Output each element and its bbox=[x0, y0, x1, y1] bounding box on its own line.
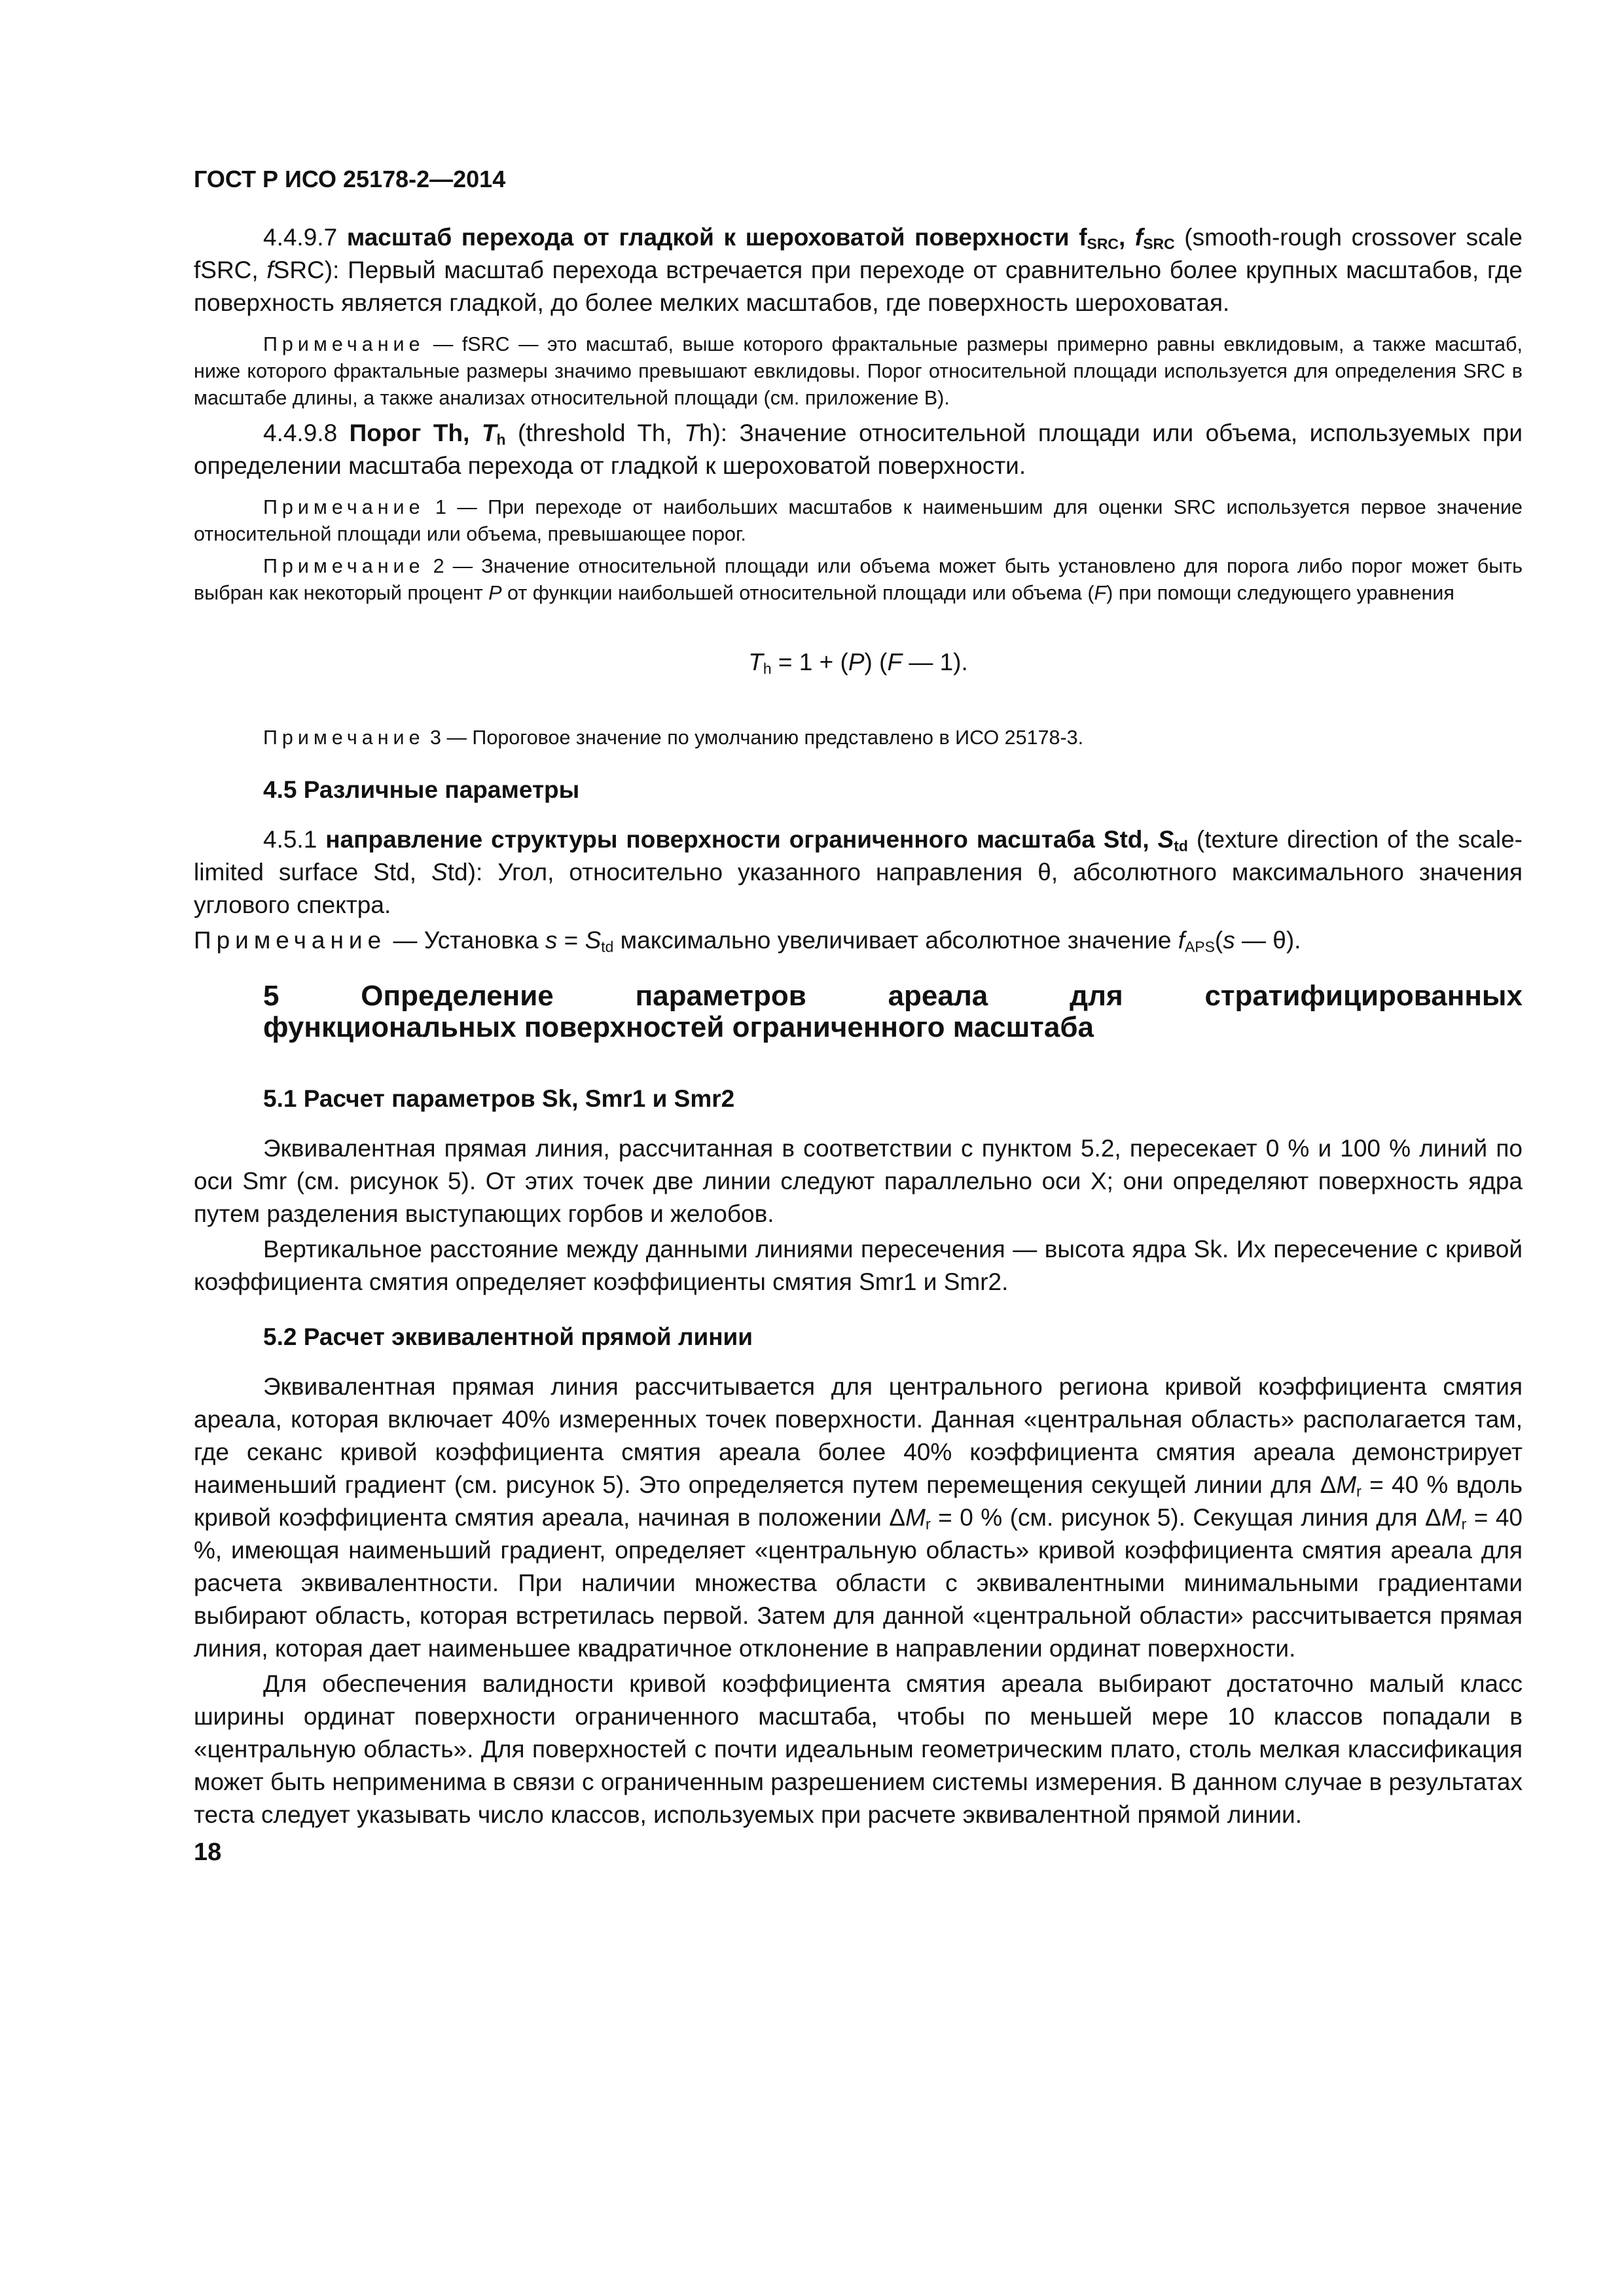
clause-4-4-9-8: 4.4.9.8 Порог Th, $T_h$ (threshold Th, Th): Значение относительной площади или объема, используемых при определении масштаба перехода от гладкой к шероховатой поверхности. bbox=[194, 420, 1523, 479]
clause-number: 4.5.1 bbox=[263, 826, 317, 853]
clause-4-5-1: 4.5.1 направление структуры поверхности ограниченного масштаба Std, $S_{td}$ (texture direction of the scale-limited surface Std, Std): Угол, относительно указанного направления θ, абсолютного максимального значения углового спектра. bbox=[194, 826, 1523, 918]
clause-number: 4.4.9.8 bbox=[263, 420, 338, 446]
term: масштаб перехода от гладкой к шероховатой поверхности $f_{SRC}$, $f_{SRC}$ bbox=[346, 224, 1175, 253]
note-label: Примечание bbox=[263, 555, 425, 577]
page-number: 18 bbox=[194, 1839, 222, 1866]
paragraph: Эквивалентная прямая линия рассчитывается для центрального региона кривой коэффициента смятия ареала, которая включает 40% измеренных точек поверхности. Данная «центральная область» располагается там, где секанс кривой коэффициента смятия ареала более 40% коэффициента смятия ареала демонстрирует наименьший градиент (см. рисунок 5). Это определяется путем перемещения секущей линии для $\Delta M_r = 40$ % вдоль кривой коэффициента смятия ареала, начиная в положении $\Delta M_r = 0$ % (см. рисунок 5). Секущая линия для $\Delta M_r = 40$ %, имеющая наименьший градиент, определяет «центральную область» кривой коэффициента смятия ареала для расчета эквивалентности. При наличии множества области с эквивалентными минимальными градиентами выбирают область, которая встретилась первой. Затем для данной «центральной области» рассчитывается прямая линия, которая дает наименьшее квадратичное отклонение в направлении ординат поверхности. bbox=[194, 1373, 1523, 1662]
note-label: Примечание bbox=[194, 927, 387, 954]
note-4-4-9-7: Примечание — fSRC — это масштаб, выше которого фрактальные размеры примерно равны евклидовым, а также масштаб, ниже которого фрактальные размеры значимо превышают евклидовы. Порог относительной площади используется для определения SRC в масштабе длины, а также анализах относительной площади (см. приложение В). bbox=[194, 333, 1523, 409]
note-2-4-4-9-8: Примечание 2 — Значение относительной площади или объема может быть установлено для порога либо порог может быть выбран как некоторый процент P от функции наибольшей относительной площади или объема (F) при помощи следующего уравнения bbox=[194, 555, 1523, 604]
note-4-5-1: Примечание — Установка $s = S_{td}$ максимально увеличивает абсолютное значение $f_{APS}(s$ — θ). bbox=[194, 927, 1301, 956]
threshold-formula: $T_h = 1 + (P)$ (F — 1). bbox=[748, 649, 968, 677]
term: направление структуры поверхности ограниченного масштаба Std, $S_{td}$ bbox=[325, 826, 1188, 855]
section-heading-5-2: 5.2 Расчет эквивалентной прямой линии bbox=[263, 1323, 753, 1350]
section-heading-5-line-1: 5 Определение параметров ареала для стратифицированных bbox=[263, 980, 1523, 1012]
paragraph: Вертикальное расстояние между данными линиями пересечения — высота ядра Sk. Их пересечение с кривой коэффициента смятия определяет коэффициенты смятия Smr1 и Smr2. bbox=[194, 1236, 1523, 1295]
note-1-4-4-9-8: Примечание 1 — При переходе от наибольших масштабов к наименьшим для оценки SRC используется первое значение относительной площади или объема, превышающее порог. bbox=[194, 496, 1523, 545]
document-header: ГОСТ Р ИСО 25178-2—2014 bbox=[194, 166, 506, 192]
note-3-4-4-9-8: Примечание 3 — Пороговое значение по умолчанию представлено в ИСО 25178-3. bbox=[263, 726, 1084, 749]
note-label: Примечание bbox=[263, 726, 425, 749]
document-page bbox=[194, 164, 1523, 1868]
section-heading-5-1: 5.1 Расчет параметров Sk, Smr1 и Smr2 bbox=[263, 1085, 735, 1112]
term: Порог Th, $T_h$ bbox=[349, 420, 506, 448]
section-heading-5 bbox=[263, 980, 1523, 1043]
section-heading-4-5: 4.5 Различные параметры bbox=[263, 776, 580, 803]
clause-4-4-9-7: 4.4.9.7 масштаб перехода от гладкой к шероховатой поверхности $f_{SRC}$, $f_{SRC}$ (smooth-rough crossover scale fSRC, fSRC): Первый масштаб перехода встречается при переходе от сравнительно более крупных масштабов, где поверхность является гладкой, до более мелких масштабов, где поверхность шероховатая. bbox=[194, 224, 1523, 316]
paragraph: Для обеспечения валидности кривой коэффициента смятия ареала выбирают достаточно малый класс ширины ординат поверхности ограниченного масштаба, чтобы по меньшей мере 10 классов попадали в «центральную область». Для поверхностей с почти идеальным геометрическим плато, столь мелкая классификация может быть неприменима в связи с ограниченным разрешением системы измерения. В данном случае в результатах теста следует указывать число классов, используемых при расчете эквивалентной прямой линии. bbox=[194, 1670, 1523, 1828]
note-label: Примечание bbox=[263, 496, 425, 518]
paragraph: Эквивалентная прямая линия, рассчитанная в соответствии с пунктом 5.2, пересекает 0 % и 100 % линий по оси Smr (см. рисунок 5). От этих точек две линии следуют параллельно оси X; они определяют поверхность ядра путем разделения выступающих горбов и желобов. bbox=[194, 1135, 1523, 1227]
clause-number: 4.4.9.7 bbox=[263, 224, 338, 251]
section-heading-5-line-2: функциональных поверхностей ограниченного масштаба bbox=[263, 1011, 1094, 1043]
note-label: Примечание bbox=[263, 333, 425, 355]
